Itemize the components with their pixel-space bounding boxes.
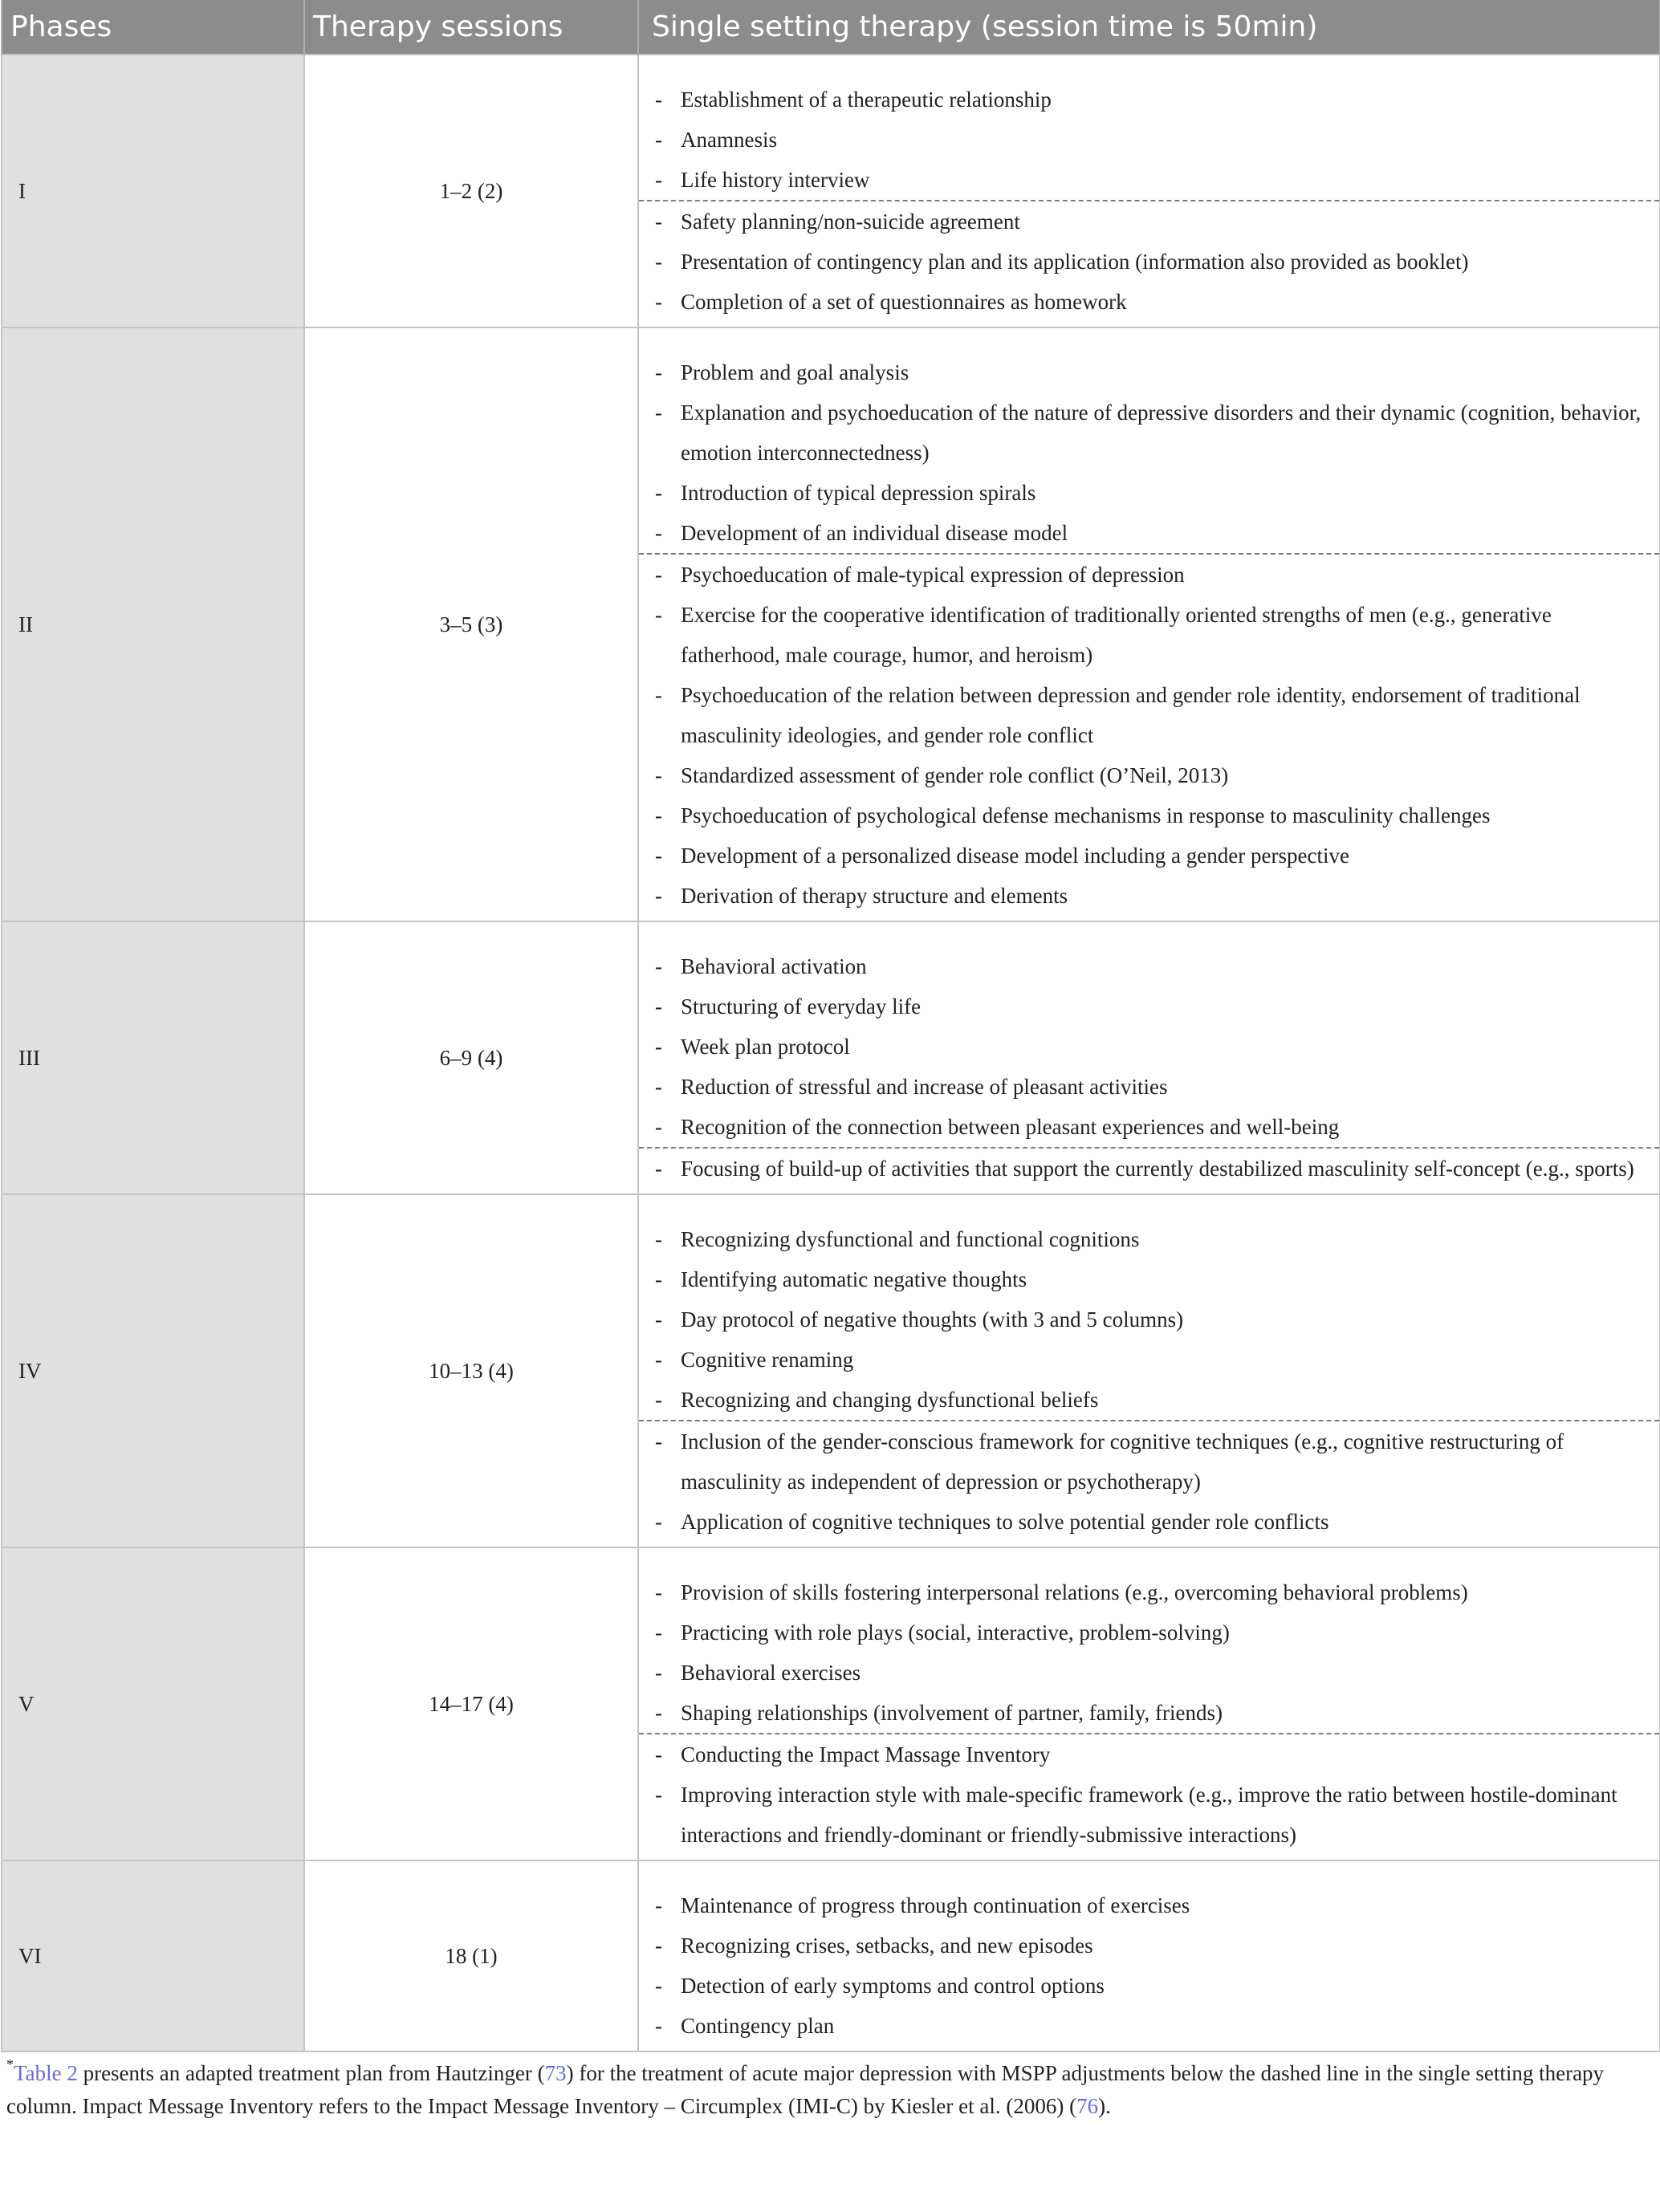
bullet-dash-icon: -	[655, 1035, 662, 1059]
bullet-dash-icon: -	[655, 1307, 662, 1332]
bullet-dash-icon: -	[655, 481, 662, 505]
list-item-text: Establishment of a therapeutic relationship	[681, 87, 1052, 112]
standard-items-block	[639, 1219, 1659, 1420]
mspp-adjustments-block	[639, 200, 1659, 322]
list-item	[639, 513, 1659, 553]
list-item-text: Recognizing and changing dysfunctional beliefs	[681, 1388, 1099, 1412]
list-item-text: Psychoeducation of male-typical expression of depression	[681, 563, 1185, 587]
content-cell	[638, 1194, 1660, 1547]
list-item-text: Life history interview	[681, 168, 870, 192]
list-item	[639, 160, 1659, 200]
table-header-row	[2, 0, 1660, 55]
standard-items-block	[639, 1572, 1659, 1733]
list-item	[639, 352, 1659, 392]
list-item	[639, 1067, 1659, 1107]
list-item	[639, 836, 1659, 876]
bullet-dash-icon: -	[655, 1974, 662, 1998]
list-item-text: Contingency plan	[681, 2014, 835, 2038]
bullet-dash-icon: -	[655, 1075, 662, 1099]
sessions-cell: 1–2 (2)	[304, 55, 638, 327]
list-item-text: Cognitive renaming	[681, 1348, 854, 1372]
bullet-dash-icon: -	[655, 1429, 662, 1454]
header-phases: Phases	[2, 0, 304, 55]
bullet-dash-icon: -	[655, 290, 662, 314]
bullet-dash-icon: -	[655, 1267, 662, 1291]
list-item-text: Practicing with role plays (social, interactive, problem-solving)	[681, 1620, 1230, 1645]
list-item-text: Introduction of typical depression spirals	[681, 481, 1036, 505]
list-item-text: Shaping relationships (involvement of partner, family, friends)	[681, 1701, 1223, 1725]
list-item	[639, 876, 1659, 916]
bullet-dash-icon: -	[655, 250, 662, 274]
list-item	[639, 242, 1659, 282]
list-item-text: Reduction of stressful and increase of pleasant activities	[681, 1075, 1168, 1099]
list-item-text: Development of an individual disease model	[681, 521, 1068, 545]
mspp-adjustments-block	[639, 1420, 1659, 1542]
list-item	[639, 795, 1659, 836]
content-cell	[638, 55, 1660, 327]
bullet-dash-icon: -	[655, 209, 662, 234]
table-2-link[interactable]: Table 2	[14, 2061, 78, 2085]
bullet-dash-icon: -	[655, 401, 662, 425]
sessions-cell: 18 (1)	[304, 1860, 638, 2051]
list-item	[639, 1149, 1659, 1189]
list-item-text: Focusing of build-up of activities that support the currently destabilized masculinity self-concept (e.g., sports)	[681, 1157, 1634, 1181]
list-item	[639, 1421, 1659, 1502]
phase-cell: V	[2, 1547, 304, 1860]
bullet-dash-icon: -	[655, 168, 662, 192]
list-item-text: Standardized assessment of gender role conflict (O’Neil, 2013)	[681, 763, 1229, 787]
sessions-cell: 3–5 (3)	[304, 327, 638, 921]
list-item-text: Recognition of the connection between pleasant experiences and well-being	[681, 1115, 1340, 1139]
list-item-text: Psychoeducation of the relation between depression and gender role identity, endorsement of traditional masculinity ideologies, and gender role conflict	[681, 683, 1581, 747]
header-content: Single setting therapy (session time is 50min)	[638, 0, 1660, 55]
header-sessions: Therapy sessions	[304, 0, 638, 55]
list-item	[639, 1380, 1659, 1420]
bullet-dash-icon: -	[655, 1783, 662, 1807]
table-row	[2, 55, 1660, 327]
list-item-text: Behavioral activation	[681, 954, 867, 978]
mspp-adjustments-block	[639, 1147, 1659, 1189]
reference-73-link[interactable]: 73	[544, 2061, 567, 2085]
list-item-text: Presentation of contingency plan and its application (information also provided as booklet)	[681, 250, 1469, 274]
list-item	[639, 1612, 1659, 1653]
list-item	[639, 473, 1659, 513]
sessions-cell: 10–13 (4)	[304, 1194, 638, 1547]
list-item	[639, 1219, 1659, 1259]
bullet-dash-icon: -	[655, 683, 662, 707]
list-item	[639, 1693, 1659, 1733]
list-item-text: Derivation of therapy structure and elements	[681, 884, 1068, 908]
bullet-dash-icon: -	[655, 603, 662, 627]
list-item	[639, 1734, 1659, 1775]
list-item-text: Provision of skills fostering interpersonal relations (e.g., overcoming behavioral problems)	[681, 1580, 1468, 1604]
list-item	[639, 1775, 1659, 1855]
table-row	[2, 327, 1660, 921]
bullet-dash-icon: -	[655, 1893, 662, 1917]
bullet-dash-icon: -	[655, 87, 662, 112]
list-item	[639, 555, 1659, 595]
list-item-text: Identifying automatic negative thoughts	[681, 1267, 1027, 1291]
list-item	[639, 1925, 1659, 1966]
list-item-text: Recognizing dysfunctional and functional cognitions	[681, 1227, 1140, 1251]
bullet-dash-icon: -	[655, 360, 662, 384]
bullet-dash-icon: -	[655, 1742, 662, 1767]
bullet-dash-icon: -	[655, 1620, 662, 1645]
list-item	[639, 392, 1659, 473]
bullet-dash-icon: -	[655, 803, 662, 827]
bullet-dash-icon: -	[655, 521, 662, 545]
list-item	[639, 675, 1659, 755]
list-item	[639, 282, 1659, 322]
content-cell	[638, 1860, 1660, 2051]
phase-cell: II	[2, 327, 304, 921]
sessions-cell: 14–17 (4)	[304, 1547, 638, 1860]
table-row	[2, 1860, 1660, 2051]
bullet-dash-icon: -	[655, 763, 662, 787]
table-body	[2, 55, 1660, 2051]
table-row	[2, 921, 1660, 1194]
list-item	[639, 1299, 1659, 1340]
list-item-text: Behavioral exercises	[681, 1661, 861, 1685]
bullet-dash-icon: -	[655, 2014, 662, 2038]
phase-cell: VI	[2, 1860, 304, 2051]
treatment-plan-table	[1, 0, 1660, 2052]
list-item-text: Detection of early symptoms and control options	[681, 1974, 1105, 1998]
sessions-cell: 6–9 (4)	[304, 921, 638, 1194]
footnote-text: ) for the treatment of acute major depression with MSPP adjustments below the dashed line in the single setting therapy column. Impact Message Inventory refers to the Impact Message Inventory – Circumplex (IMI-C) by Kiesler et al. (2006) (	[6, 2061, 1605, 2118]
bullet-dash-icon: -	[655, 1701, 662, 1725]
phase-cell: III	[2, 921, 304, 1194]
list-item-text: Week plan protocol	[681, 1035, 850, 1059]
list-item	[639, 1259, 1659, 1299]
list-item	[639, 1107, 1659, 1147]
list-item	[639, 595, 1659, 675]
phase-cell: IV	[2, 1194, 304, 1547]
list-item-text: Problem and goal analysis	[681, 360, 909, 384]
bullet-dash-icon: -	[655, 884, 662, 908]
list-item	[639, 755, 1659, 795]
list-item	[639, 120, 1659, 160]
list-item-text: Safety planning/non-suicide agreement	[681, 209, 1020, 234]
list-item	[639, 1572, 1659, 1612]
list-item	[639, 1653, 1659, 1693]
bullet-dash-icon: -	[655, 563, 662, 587]
content-cell	[638, 1547, 1660, 1860]
list-item	[639, 1340, 1659, 1380]
reference-76-link[interactable]: 76	[1076, 2094, 1099, 2118]
bullet-dash-icon: -	[655, 1661, 662, 1685]
list-item-text: Anamnesis	[681, 128, 777, 152]
bullet-dash-icon: -	[655, 1157, 662, 1181]
list-item-text: Day protocol of negative thoughts (with 3 and 5 columns)	[681, 1307, 1184, 1332]
list-item-text: Application of cognitive techniques to solve potential gender role conflicts	[681, 1510, 1329, 1534]
bullet-dash-icon: -	[655, 994, 662, 1019]
list-item-text: Structuring of everyday life	[681, 994, 922, 1019]
list-item-text: Conducting the Impact Massage Inventory	[681, 1742, 1051, 1767]
list-item-text: Psychoeducation of psychological defense mechanisms in response to masculinity challenges	[681, 803, 1491, 827]
list-item	[639, 1502, 1659, 1542]
list-item-text: Development of a personalized disease model including a gender perspective	[681, 844, 1349, 868]
list-item-text: Inclusion of the gender-conscious framework for cognitive techniques (e.g., cognitive restructuring of masculinity as independent of depression or psychotherapy)	[681, 1429, 1564, 1494]
list-item	[639, 201, 1659, 242]
mspp-adjustments-block	[639, 1733, 1659, 1855]
list-item	[639, 1966, 1659, 2006]
bullet-dash-icon: -	[655, 128, 662, 152]
standard-items-block	[639, 1885, 1659, 2046]
content-cell	[638, 921, 1660, 1194]
bullet-dash-icon: -	[655, 954, 662, 978]
list-item	[639, 1027, 1659, 1067]
footnote-text: presents an adapted treatment plan from Hautzinger (	[77, 2061, 545, 2085]
bullet-dash-icon: -	[655, 1510, 662, 1534]
table-footnote	[0, 2052, 1660, 2123]
list-item-text: Improving interaction style with male-specific framework (e.g., improve the ratio between hostile-dominant interactions and friendly-dominant or friendly-submissive interactions)	[681, 1783, 1617, 1847]
table-row	[2, 1547, 1660, 1860]
bullet-dash-icon: -	[655, 844, 662, 868]
list-item	[639, 1885, 1659, 1925]
list-item	[639, 79, 1659, 120]
list-item-text: Recognizing crises, setbacks, and new episodes	[681, 1933, 1093, 1958]
footnote-text: ).	[1098, 2094, 1111, 2118]
content-cell	[638, 327, 1660, 921]
bullet-dash-icon: -	[655, 1580, 662, 1604]
bullet-dash-icon: -	[655, 1227, 662, 1251]
list-item	[639, 986, 1659, 1027]
standard-items-block	[639, 352, 1659, 553]
list-item-text: Explanation and psychoeducation of the nature of depressive disorders and their dynamic (cognition, behavior, emotion interconnectedness)	[681, 401, 1642, 465]
table-row	[2, 1194, 1660, 1547]
bullet-dash-icon: -	[655, 1388, 662, 1412]
bullet-dash-icon: -	[655, 1115, 662, 1139]
bullet-dash-icon: -	[655, 1933, 662, 1958]
standard-items-block	[639, 946, 1659, 1147]
list-item-text: Maintenance of progress through continuation of exercises	[681, 1893, 1190, 1917]
list-item	[639, 946, 1659, 986]
mspp-adjustments-block	[639, 553, 1659, 916]
list-item	[639, 2006, 1659, 2046]
bullet-dash-icon: -	[655, 1348, 662, 1372]
footnote-marker: *	[6, 2056, 14, 2072]
list-item-text: Exercise for the cooperative identification of traditionally oriented strengths of men (e.g., generative fatherhood, male courage, humor, and heroism)	[681, 603, 1552, 667]
list-item-text: Completion of a set of questionnaires as homework	[681, 290, 1127, 314]
standard-items-block	[639, 79, 1659, 200]
phase-cell: I	[2, 55, 304, 327]
